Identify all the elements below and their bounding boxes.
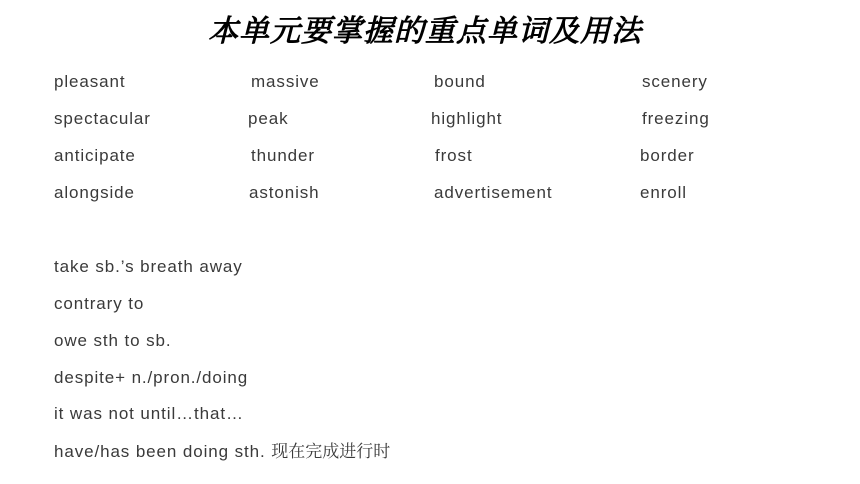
word-item: massive: [251, 72, 320, 91]
word-item: bound: [434, 72, 486, 91]
word-item: thunder: [251, 146, 315, 165]
word-item: highlight: [431, 109, 503, 128]
word-item: peak: [248, 109, 289, 128]
word-item: freezing: [642, 109, 710, 128]
word-item: frost: [435, 146, 473, 165]
word-item: anticipate: [54, 146, 136, 165]
page-title: 本单元要掌握的重点单词及用法: [208, 14, 642, 49]
phrase-item: it was not until…that…: [54, 404, 244, 423]
word-item: enroll: [640, 183, 687, 202]
phrase-item: contrary to: [54, 294, 145, 313]
word-item: border: [640, 146, 695, 165]
word-item: alongside: [54, 183, 135, 202]
word-item: scenery: [642, 72, 708, 91]
phrase-item: owe sth to sb.: [54, 331, 172, 350]
word-item: astonish: [249, 183, 320, 202]
word-item: spectacular: [54, 109, 151, 128]
phrase-text: have/has been doing sth.: [54, 442, 266, 461]
phrase-item-with-note: [54, 441, 390, 463]
word-item: advertisement: [434, 183, 553, 202]
word-item: pleasant: [54, 72, 126, 91]
phrase-item: take sb.’s breath away: [54, 257, 243, 276]
phrase-note: 现在完成进行时: [271, 442, 391, 462]
phrase-item: despite+ n./pron./doing: [54, 368, 249, 387]
